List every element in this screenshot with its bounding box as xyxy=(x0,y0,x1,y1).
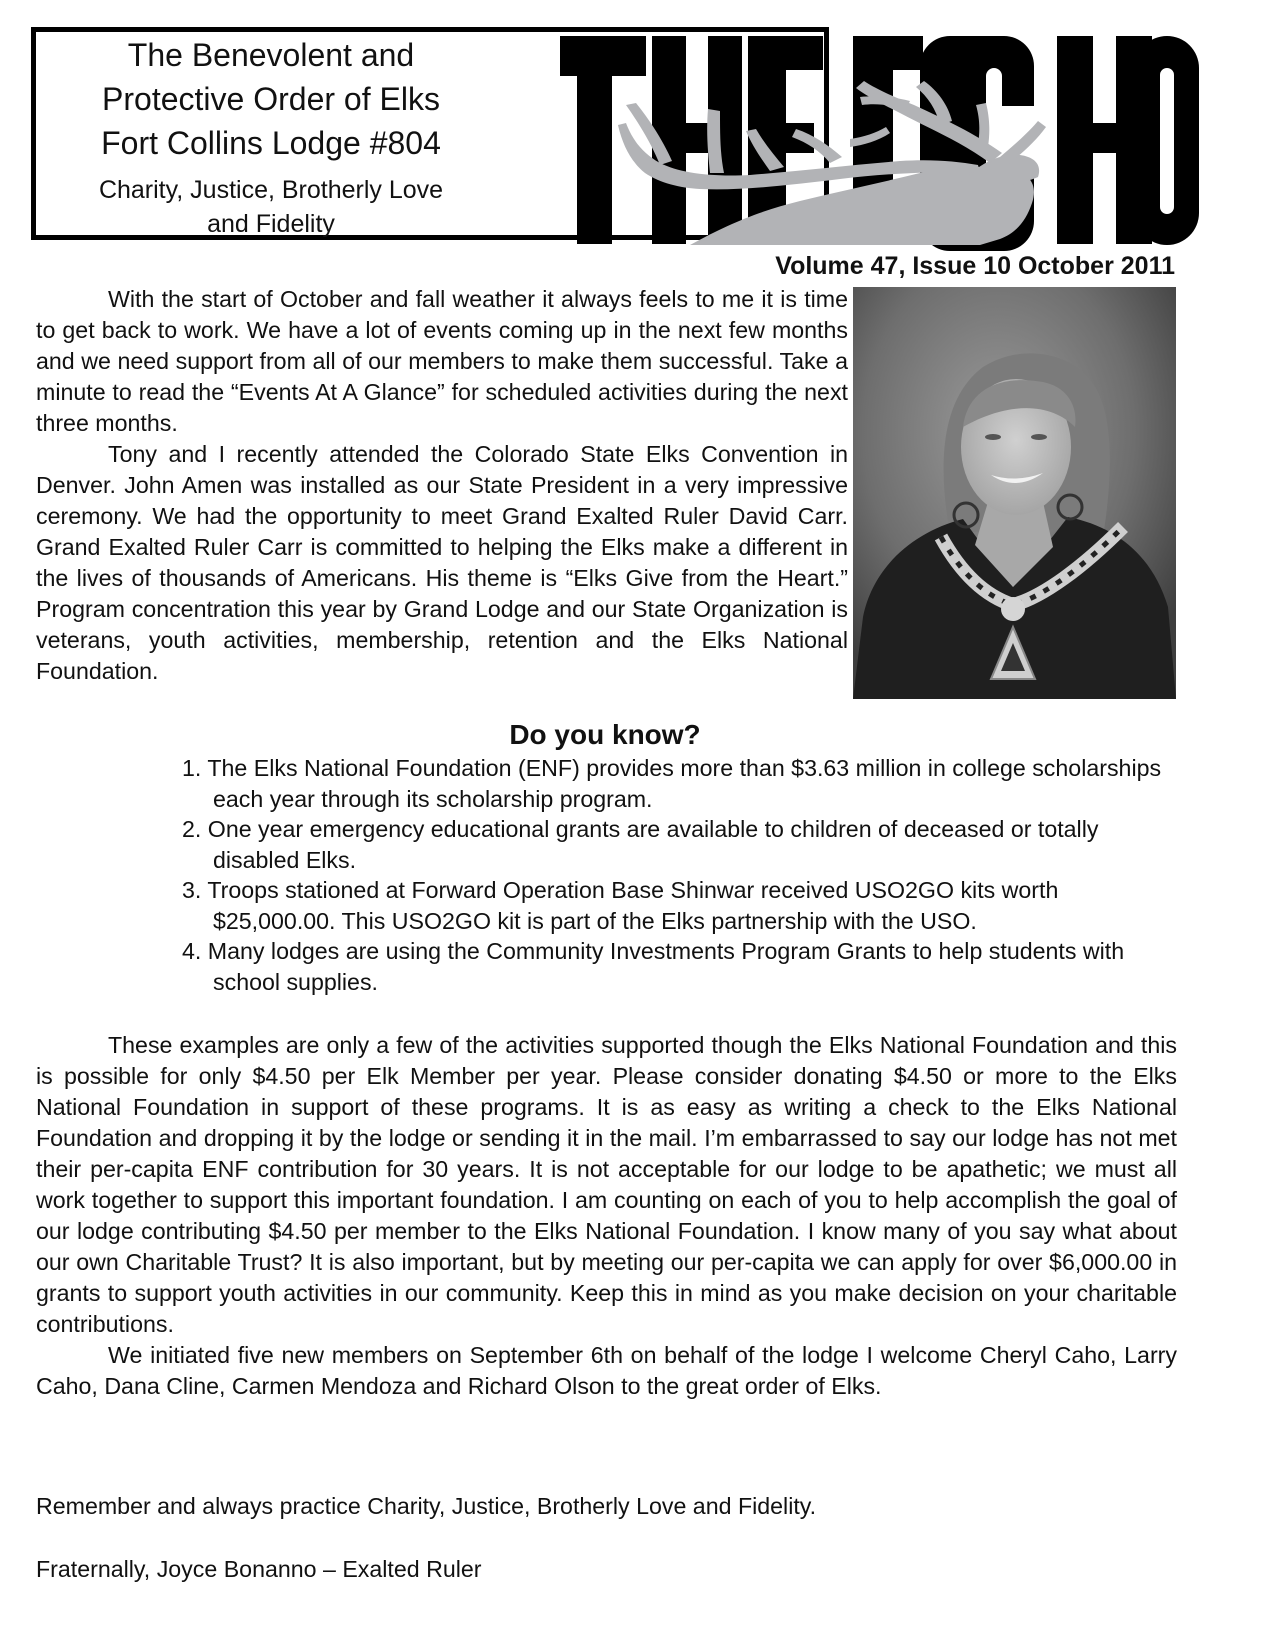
motto-line: Charity, Justice, Brotherly Love xyxy=(98,176,444,204)
intro-paragraph: With the start of October and fall weather it always feels to me it is time to get back to work. We have a lot of events coming up in the next few months and we need support from all of our members to make them successful. Take a minute to read the “Events At A Glance” for scheduled activities during the next three months. xyxy=(36,286,848,436)
closing-line: Remember and always practice Charity, Justice, Brotherly Love and Fidelity. xyxy=(36,1493,817,1519)
list-item: 2. One year emergency educational grants are available to children of deceased or totally disabled Elks. xyxy=(182,816,1099,873)
body-paragraph: We initiated five new members on September 6th on behalf of the lodge I welcome Cheryl Caho, Larry Caho, Dana Cline, Carmen Mendoza and Richard Olson to the great order of Elks. xyxy=(36,1342,1177,1399)
do-you-know-list xyxy=(176,753,1186,997)
the-echo-logo xyxy=(560,33,1200,251)
list-item: 3. Troops stationed at Forward Operation Base Shinwar received USO2GO kits worth $25,000.00. This USO2GO kit is part of the Elks partnership with the USO. xyxy=(182,877,1059,934)
signature-line: Fraternally, Joyce Bonanno – Exalted Ruler xyxy=(36,1556,482,1582)
list-item: 4. Many lodges are using the Community Investments Program Grants to help students with school supplies. xyxy=(182,938,1125,995)
do-you-know-heading: Do you know? xyxy=(509,719,701,750)
motto xyxy=(36,173,506,241)
letter-body xyxy=(36,1030,1177,1402)
masthead-org-block xyxy=(36,33,506,241)
org-name-line: The Benevolent and xyxy=(127,37,415,73)
org-name-line: Protective Order of Elks xyxy=(102,81,440,117)
issue-volume-label: Volume 47, Issue 10 October 2011 xyxy=(775,252,1175,280)
motto-line: and Fidelity xyxy=(207,210,335,238)
exalted-ruler-portrait xyxy=(853,287,1176,699)
body-paragraph: These examples are only a few of the activities supported though the Elks National Foundation and this is possible for only $4.50 per Elk Member per year. Please consider donating $4.50 or more to the Elks National Foundation in support of these programs. It is as easy as writing a check to the Elks National Foundation and dropping it by the lodge or sending it in the mail. I’m embarrassed to say our lodge has not met their per-capita ENF contribution for 30 years. It is not acceptable for our lodge to be apathetic; we must all work together to support this important foundation. I am counting on each of you to help accomplish the goal of our lodge contributing $4.50 per member to the Elks National Foundation. I know many of you say what about our own Charitable Trust? It is also important, but by meeting our per-capita we can apply for over $6,000.00 in grants to support youth activities in our community. Keep this in mind as you make decision on your charitable contributions. xyxy=(36,1032,1177,1337)
list-item: 1. The Elks National Foundation (ENF) provides more than $3.63 million in college scholarships each year through its scholarship program. xyxy=(182,755,1162,812)
lodge-name-line: Fort Collins Lodge #804 xyxy=(101,125,441,161)
intro-section xyxy=(36,284,848,687)
intro-paragraph: Tony and I recently attended the Colorado State Elks Convention in Denver. John Amen was installed as our State President in a very impressive ceremony. We had the opportunity to meet Grand Exalted Ruler David Carr. Grand Exalted Ruler Carr is committed to helping the Elks make a different in the lives of thousands of Americans. His theme is “Elks Give from the Heart.” Program concentration this year by Grand Lodge and our State Organization is veterans, youth activities, membership, retention and the Elks National Foundation. xyxy=(36,441,848,684)
